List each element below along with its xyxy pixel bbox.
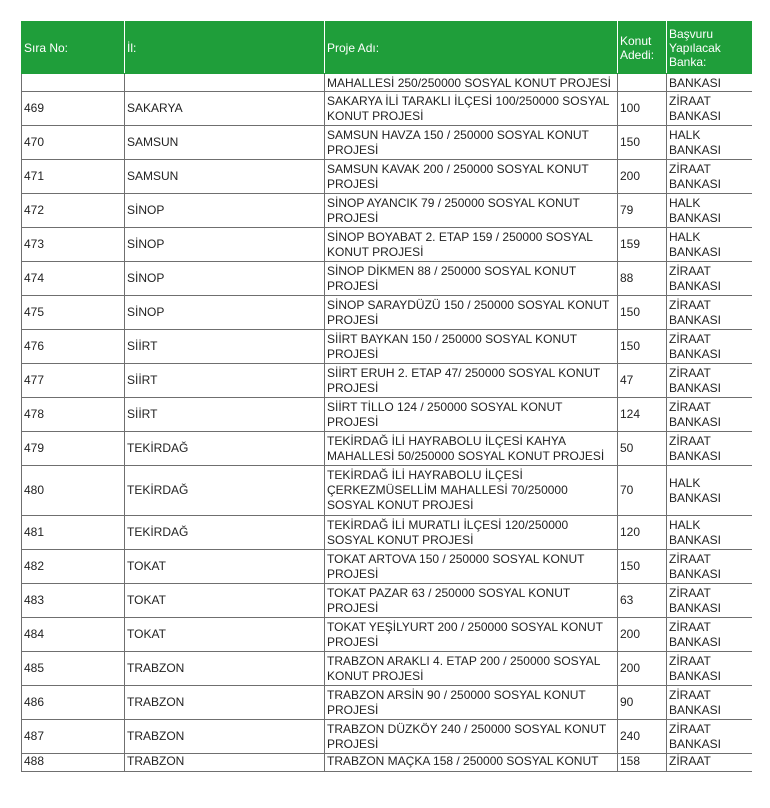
- cell-proje-line: PROJESİ: [327, 210, 379, 225]
- cell-sira-line: 472: [24, 203, 45, 217]
- cell-konut: [618, 228, 667, 262]
- cell-proje-line: PROJESİ: [327, 278, 379, 293]
- cell-banka-line: BANKASI: [669, 490, 722, 505]
- cell-banka: [667, 398, 753, 432]
- cell-banka: [667, 466, 753, 516]
- table-row: [22, 160, 753, 194]
- table-row: [22, 754, 753, 772]
- cell-konut: [618, 92, 667, 126]
- cell-banka-line: BANKASI: [669, 668, 722, 683]
- cell-konut-line: 100: [620, 101, 641, 115]
- cell-banka: [667, 228, 753, 262]
- cell-il-line: SAMSUN: [127, 169, 179, 183]
- cell-il-line: SİNOP: [127, 305, 165, 319]
- cell-konut-line: 88: [620, 271, 634, 285]
- cell-banka: [667, 652, 753, 686]
- cell-konut-line: 159: [620, 237, 641, 251]
- cell-il: [125, 432, 325, 466]
- cell-konut-line: 150: [620, 135, 641, 149]
- cell-proje: [325, 364, 618, 398]
- cell-proje-line: KONUT PROJESİ: [327, 108, 424, 123]
- cell-sira-line: 480: [24, 483, 45, 497]
- cell-il-line: SİNOP: [127, 271, 165, 285]
- cell-banka-line: BANKASI: [669, 142, 722, 157]
- cell-sira-line: 476: [24, 339, 45, 353]
- cell-banka: [667, 296, 753, 330]
- header-il: İl:: [125, 22, 325, 74]
- cell-proje-line: PROJESİ: [327, 312, 379, 327]
- cell-banka-line: BANKASI: [669, 176, 722, 191]
- cell-proje-line: PROJESİ: [327, 600, 379, 615]
- cell-il-line: SİNOP: [127, 203, 165, 217]
- cell-sira: [22, 618, 125, 652]
- cell-proje-line: PROJESİ: [327, 346, 379, 361]
- cell-banka-line: BANKASI: [669, 380, 722, 395]
- cell-konut: [618, 432, 667, 466]
- cell-banka-line: BANKASI: [669, 346, 722, 361]
- cell-proje-line: SİNOP SARAYDÜZÜ 150 / 250000 SOSYAL KONUT: [327, 297, 610, 312]
- cell-sira: [22, 92, 125, 126]
- cell-konut-line: 90: [620, 695, 634, 709]
- header-banka-line2: Yapılacak: [669, 40, 721, 55]
- cell-il: [125, 466, 325, 516]
- cell-proje-line: PROJESİ: [327, 176, 379, 191]
- table-row: [22, 398, 753, 432]
- cell-proje-line: PROJESİ: [327, 736, 379, 751]
- cell-konut: [618, 160, 667, 194]
- cell-proje-line: SAKARYA İLİ TARAKLI İLÇESİ 100/250000 SOSYAL: [327, 93, 610, 108]
- cell-konut: [618, 330, 667, 364]
- table-row: [22, 686, 753, 720]
- cell-proje-line: PROJESİ: [327, 142, 379, 157]
- cell-banka-line: ZİRAAT: [669, 653, 711, 668]
- cell-sira-line: 478: [24, 407, 45, 421]
- cell-il: [125, 296, 325, 330]
- cell-proje-line: SİİRT TİLLO 124 / 250000 SOSYAL KONUT: [327, 399, 563, 414]
- cell-proje: [325, 466, 618, 516]
- cell-banka-line: BANKASI: [669, 736, 722, 751]
- cell-proje: [325, 296, 618, 330]
- cell-sira: [22, 74, 125, 92]
- cell-proje: [325, 262, 618, 296]
- cell-il: [125, 126, 325, 160]
- cell-sira-line: 473: [24, 237, 45, 251]
- cell-proje: [325, 160, 618, 194]
- header-basvuru-banka: [667, 22, 753, 74]
- cell-banka-line: BANKASI: [669, 448, 722, 463]
- cell-sira: [22, 720, 125, 754]
- cell-proje-line: TOKAT ARTOVA 150 / 250000 SOSYAL KONUT: [327, 551, 585, 566]
- cell-sira: [22, 160, 125, 194]
- cell-proje-line: TRABZON ARSİN 90 / 250000 SOSYAL KONUT: [327, 687, 586, 702]
- cell-il: [125, 160, 325, 194]
- cell-il: [125, 686, 325, 720]
- cell-il-line: TRABZON: [127, 695, 185, 709]
- cell-banka: ZİRAAT: [667, 754, 753, 772]
- table-row: [22, 364, 753, 398]
- cell-proje-line: PROJESİ: [327, 380, 379, 395]
- cell-sira: [22, 330, 125, 364]
- cell-il: TRABZON: [125, 754, 325, 772]
- header-proje-adi: Proje Adı:: [325, 22, 618, 74]
- cell-proje: [325, 686, 618, 720]
- table-row: [22, 652, 753, 686]
- cell-proje: [325, 432, 618, 466]
- cell-banka-line: ZİRAAT: [669, 93, 711, 108]
- cell-proje: [325, 584, 618, 618]
- cell-il-line: TEKİRDAĞ: [127, 525, 189, 539]
- table-row: [22, 126, 753, 160]
- cell-il: [125, 228, 325, 262]
- cell-banka: BANKASI: [667, 74, 753, 92]
- cell-sira-line: 487: [24, 729, 45, 743]
- cell-konut: [618, 398, 667, 432]
- cell-proje: [325, 330, 618, 364]
- cell-konut: [618, 74, 667, 92]
- cell-proje-line: TEKİRDAĞ İLİ HAYRABOLU İLÇESİ KAHYA: [327, 433, 566, 448]
- cell-proje-line: TRABZON ARAKLI 4. ETAP 200 / 250000 SOSYAL: [327, 653, 601, 668]
- cell-banka-line: ZİRAAT: [669, 399, 711, 414]
- cell-sira: [22, 584, 125, 618]
- cell-konut: [618, 364, 667, 398]
- cell-banka: [667, 550, 753, 584]
- cell-il-line: SİİRT: [127, 339, 158, 353]
- cell-banka: [667, 160, 753, 194]
- table-row: [22, 262, 753, 296]
- cell-sira: [22, 262, 125, 296]
- cell-proje: TRABZON MAÇKA 158 / 250000 SOSYAL KONUT: [325, 754, 618, 772]
- table-header-row: [22, 22, 753, 74]
- cell-sira: [22, 550, 125, 584]
- table-row: [22, 618, 753, 652]
- header-sira-no: Sıra No:: [22, 22, 125, 74]
- cell-sira: [22, 686, 125, 720]
- cell-il: [125, 550, 325, 584]
- cell-proje: [325, 652, 618, 686]
- cell-konut-line: 150: [620, 339, 641, 353]
- cell-sira: [22, 194, 125, 228]
- cell-banka-line: HALK: [669, 475, 701, 490]
- cell-sira: [22, 432, 125, 466]
- cell-proje: [325, 126, 618, 160]
- cell-banka-line: BANKASI: [669, 312, 722, 327]
- cell-il: [125, 92, 325, 126]
- cell-proje-line: TEKİRDAĞ İLİ HAYRABOLU İLÇESİ: [327, 468, 523, 482]
- cell-banka: [667, 194, 753, 228]
- cell-konut-line: 47: [620, 373, 634, 387]
- cell-konut: [618, 466, 667, 516]
- cell-il-line: SİİRT: [127, 407, 158, 421]
- cell-il-line: TEKİRDAĞ: [127, 483, 189, 497]
- cell-il: [125, 618, 325, 652]
- cell-proje-line: SİİRT BAYKAN 150 / 250000 SOSYAL KONUT: [327, 331, 578, 346]
- cell-banka: [667, 92, 753, 126]
- cell-il: [125, 584, 325, 618]
- cell-banka-line: HALK: [669, 127, 701, 142]
- cell-proje-line: PROJESİ: [327, 702, 379, 717]
- cell-sira-line: 483: [24, 593, 45, 607]
- header-konut-adedi: [618, 22, 667, 74]
- cell-banka-line: ZİRAAT: [669, 331, 711, 346]
- cell-konut: 158: [618, 754, 667, 772]
- cell-konut-line: 50: [620, 441, 634, 455]
- cell-sira-line: 481: [24, 525, 45, 539]
- cell-il: [125, 516, 325, 550]
- cell-sira: 488: [22, 754, 125, 772]
- cell-banka-line: BANKASI: [669, 634, 722, 649]
- cell-banka-line: ZİRAAT: [669, 365, 711, 380]
- cell-proje-line: PROJESİ: [327, 634, 379, 649]
- cell-konut: [618, 194, 667, 228]
- cell-konut-line: 150: [620, 305, 641, 319]
- cell-banka-line: ZİRAAT: [669, 585, 711, 600]
- header-konut-line1: Konut: [620, 33, 652, 48]
- cell-proje-line: TOKAT YEŞİLYURT 200 / 250000 SOSYAL KONUT: [327, 619, 603, 634]
- cell-sira: [22, 466, 125, 516]
- cell-sira-line: 486: [24, 695, 45, 709]
- cell-konut: [618, 262, 667, 296]
- cell-sira: [22, 516, 125, 550]
- cell-il: [125, 262, 325, 296]
- cell-il-line: TOKAT: [127, 593, 166, 607]
- table-row: [22, 74, 753, 92]
- cell-banka-line: BANKASI: [669, 108, 722, 123]
- cell-proje: [325, 550, 618, 584]
- cell-sira-line: 482: [24, 559, 45, 573]
- table-row: [22, 296, 753, 330]
- cell-konut: [618, 296, 667, 330]
- cell-il-line: SAKARYA: [127, 101, 183, 115]
- cell-konut-line: 70: [620, 483, 634, 497]
- header-konut-line2: Adedi:: [620, 47, 655, 62]
- cell-sira: [22, 364, 125, 398]
- cell-il: [125, 330, 325, 364]
- cell-proje-line: SİNOP BOYABAT 2. ETAP 159 / 250000 SOSYAL: [327, 229, 593, 244]
- cell-konut: [618, 584, 667, 618]
- cell-konut-line: 150: [620, 559, 641, 573]
- cell-sira: [22, 398, 125, 432]
- cell-banka-line: HALK: [669, 517, 701, 532]
- cell-il-line: SİNOP: [127, 237, 165, 251]
- table-row: [22, 550, 753, 584]
- cell-proje: [325, 720, 618, 754]
- cell-banka-line: BANKASI: [669, 600, 722, 615]
- cell-konut-line: 240: [620, 729, 641, 743]
- cell-banka-line: ZİRAAT: [669, 721, 711, 736]
- cell-sira: [22, 228, 125, 262]
- cell-konut-line: 200: [620, 169, 641, 183]
- cell-proje-line: KONUT PROJESİ: [327, 244, 424, 259]
- cell-banka: [667, 584, 753, 618]
- cell-sira-line: 479: [24, 441, 45, 455]
- cell-banka: [667, 720, 753, 754]
- cell-banka: [667, 126, 753, 160]
- cell-konut: [618, 126, 667, 160]
- cell-proje-line: SOSYAL KONUT PROJESİ: [327, 498, 474, 512]
- table-row: [22, 584, 753, 618]
- table-row: [22, 720, 753, 754]
- cell-proje: [325, 92, 618, 126]
- konut-projects-table: [21, 21, 752, 772]
- table-container: [21, 21, 752, 791]
- cell-proje-line: TOKAT PAZAR 63 / 250000 SOSYAL KONUT: [327, 585, 571, 600]
- cell-sira-line: 484: [24, 627, 45, 641]
- cell-il-line: SİİRT: [127, 373, 158, 387]
- header-banka-line3: Banka:: [669, 54, 707, 69]
- header-banka-line1: Başvuru: [669, 26, 714, 41]
- cell-banka-line: BANKASI: [669, 702, 722, 717]
- cell-banka-line: ZİRAAT: [669, 161, 711, 176]
- cell-banka-line: HALK: [669, 195, 701, 210]
- cell-il: [125, 720, 325, 754]
- cell-konut-line: 120: [620, 525, 641, 539]
- cell-banka: [667, 686, 753, 720]
- cell-il-line: TOKAT: [127, 559, 166, 573]
- cell-proje-line: SİNOP DİKMEN 88 / 250000 SOSYAL KONUT: [327, 263, 577, 278]
- cell-proje-line: ÇERKEZMÜSELLİM MAHALLESİ 70/250000: [327, 483, 568, 497]
- cell-konut-line: 79: [620, 203, 634, 217]
- cell-proje-line: SİNOP AYANCIK 79 / 250000 SOSYAL KONUT: [327, 195, 580, 210]
- cell-banka-line: ZİRAAT: [669, 297, 711, 312]
- cell-sira-line: 474: [24, 271, 45, 285]
- cell-proje-line: KONUT PROJESİ: [327, 668, 424, 683]
- cell-proje-line: PROJESİ: [327, 414, 379, 429]
- cell-proje-line: SAMSUN HAVZA 150 / 250000 SOSYAL KONUT: [327, 127, 589, 142]
- cell-banka-line: BANKASI: [669, 532, 722, 547]
- cell-proje-line: TRABZON DÜZKÖY 240 / 250000 SOSYAL KONUT: [327, 721, 607, 736]
- cell-banka-line: ZİRAAT: [669, 263, 711, 278]
- cell-proje: MAHALLESİ 250/250000 SOSYAL KONUT PROJESİ: [325, 74, 618, 92]
- cell-proje: [325, 398, 618, 432]
- table-row: [22, 92, 753, 126]
- table-row: [22, 466, 753, 516]
- cell-il-line: TOKAT: [127, 627, 166, 641]
- cell-proje: [325, 228, 618, 262]
- cell-banka-line: ZİRAAT: [669, 433, 711, 448]
- cell-proje-line: SAMSUN KAVAK 200 / 250000 SOSYAL KONUT: [327, 161, 589, 176]
- cell-banka-line: ZİRAAT: [669, 687, 711, 702]
- cell-banka: [667, 516, 753, 550]
- cell-banka-line: BANKASI: [669, 244, 722, 259]
- cell-proje-line: PROJESİ: [327, 566, 379, 581]
- cell-sira-line: 485: [24, 661, 45, 675]
- cell-banka: [667, 364, 753, 398]
- cell-proje-line: TEKİRDAĞ İLİ MURATLI İLÇESİ 120/250000: [327, 517, 569, 532]
- cell-banka-line: BANKASI: [669, 414, 722, 429]
- cell-sira-line: 471: [24, 169, 45, 183]
- cell-banka: [667, 618, 753, 652]
- cell-konut: [618, 516, 667, 550]
- cell-banka-line: BANKASI: [669, 278, 722, 293]
- cell-il: [125, 194, 325, 228]
- cell-konut: [618, 652, 667, 686]
- cell-konut-line: 63: [620, 593, 634, 607]
- cell-il: [125, 652, 325, 686]
- cell-il: [125, 398, 325, 432]
- cell-banka: [667, 262, 753, 296]
- cell-proje-line: SOSYAL KONUT PROJESİ: [327, 532, 474, 547]
- cell-il: [125, 364, 325, 398]
- table-row: [22, 432, 753, 466]
- cell-konut: [618, 686, 667, 720]
- cell-proje: [325, 618, 618, 652]
- cell-il-line: SAMSUN: [127, 135, 179, 149]
- cell-sira-line: 470: [24, 135, 45, 149]
- cell-sira-line: 477: [24, 373, 45, 387]
- cell-sira: [22, 126, 125, 160]
- cell-banka-line: BANKASI: [669, 210, 722, 225]
- cell-banka-line: ZİRAAT: [669, 551, 711, 566]
- cell-il-line: TRABZON: [127, 729, 185, 743]
- cell-banka: [667, 330, 753, 364]
- cell-il-line: TRABZON: [127, 661, 185, 675]
- cell-sira: [22, 652, 125, 686]
- cell-banka-line: ZİRAAT: [669, 619, 711, 634]
- cell-il-line: TEKİRDAĞ: [127, 441, 189, 455]
- cell-sira-line: 475: [24, 305, 45, 319]
- cell-il: [125, 74, 325, 92]
- cell-konut-line: 200: [620, 627, 641, 641]
- cell-banka-line: HALK: [669, 229, 701, 244]
- cell-proje-line: MAHALLESİ 50/250000 SOSYAL KONUT PROJESİ: [327, 448, 605, 463]
- cell-proje: [325, 516, 618, 550]
- cell-konut: [618, 720, 667, 754]
- cell-banka: [667, 432, 753, 466]
- table-row: [22, 516, 753, 550]
- cell-konut: [618, 550, 667, 584]
- cell-konut-line: 200: [620, 661, 641, 675]
- cell-konut: [618, 618, 667, 652]
- cell-banka-line: BANKASI: [669, 566, 722, 581]
- table-row: [22, 330, 753, 364]
- cell-proje-line: SİİRT ERUH 2. ETAP 47/ 250000 SOSYAL KONUT: [327, 365, 601, 380]
- table-row: [22, 194, 753, 228]
- table-row: [22, 228, 753, 262]
- cell-proje: [325, 194, 618, 228]
- cell-sira-line: 469: [24, 101, 45, 115]
- cell-konut-line: 124: [620, 407, 641, 421]
- cell-sira: [22, 296, 125, 330]
